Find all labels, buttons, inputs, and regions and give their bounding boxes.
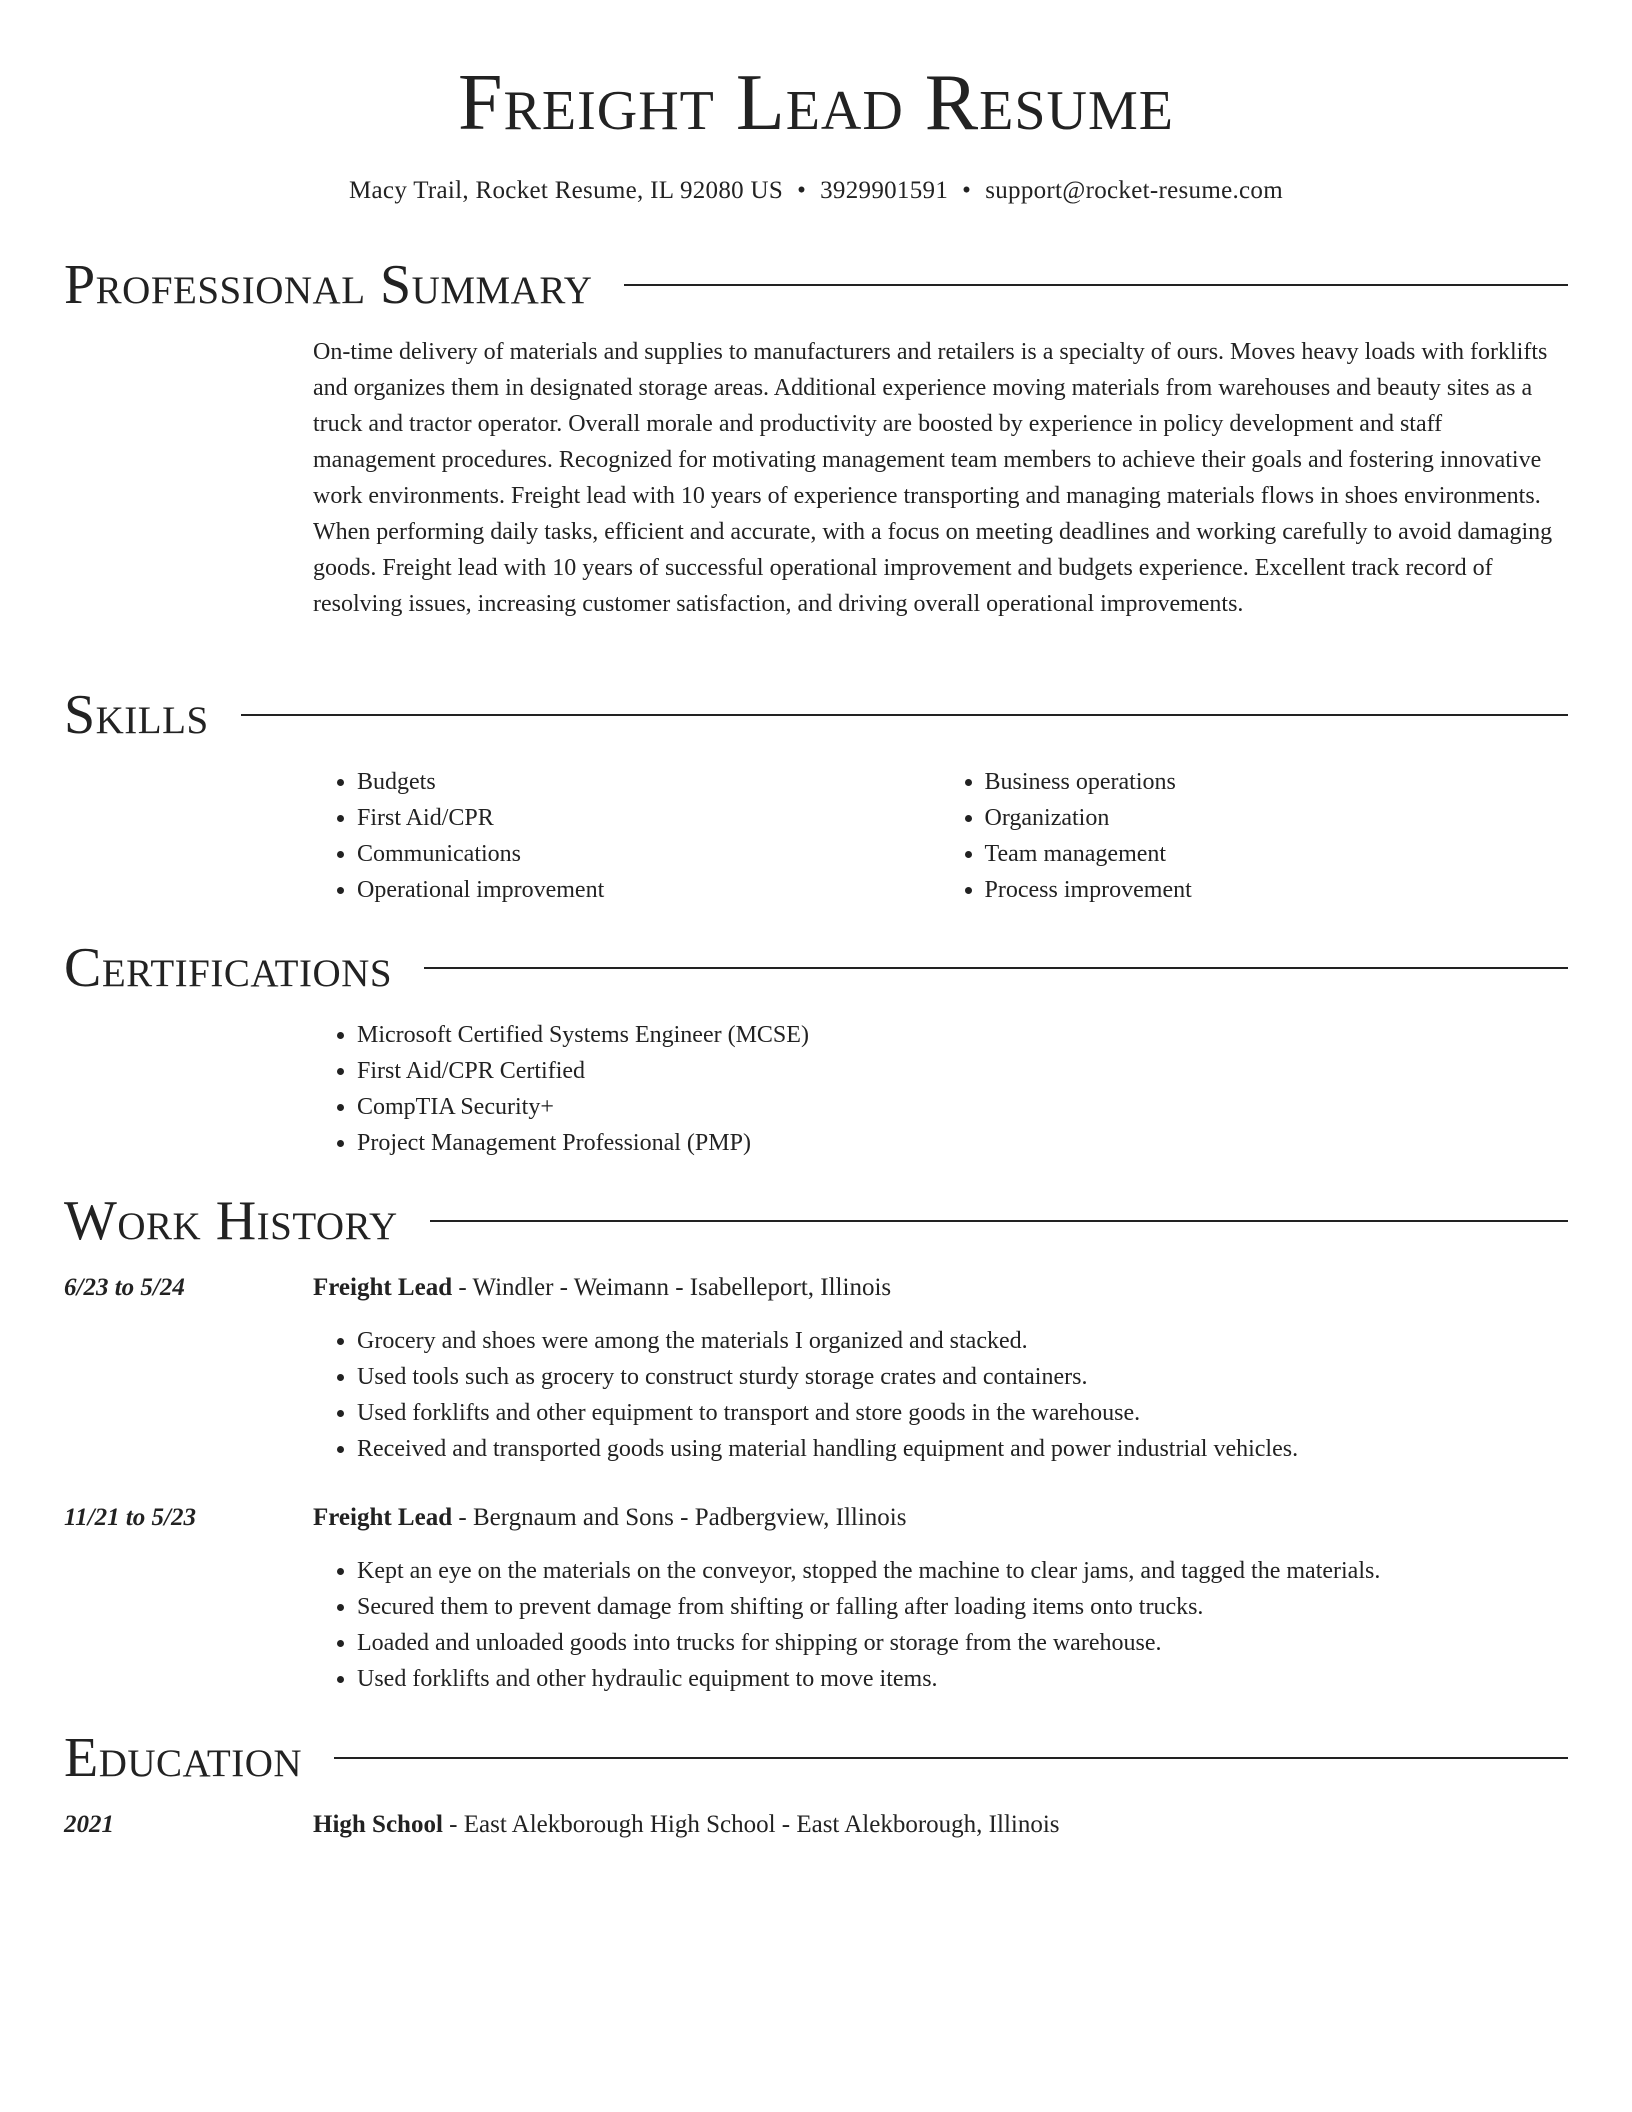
skill-item: • Budgets xyxy=(357,764,941,800)
certifications-list xyxy=(313,1017,1568,1161)
skills-column-left xyxy=(313,764,941,908)
skill-item: • Business operations xyxy=(985,764,1569,800)
section-divider xyxy=(241,714,1568,716)
job-title-line xyxy=(313,1500,1568,1536)
summary-text: On-time delivery of materials and supplies to manufacturers and retailers is a specialty of ours. Moves heavy loads with forklifts and organizes them in designated storage areas. Additional experience moving materials from warehouses and beauty sites as a truck and tractor operator. Overall morale and productivity are boosted by experience in policy development and staff management procedures. Recognized for motivating management team members to achieve their goals and fostering innovative work environments. Freight lead with 10 years of experience transporting and managing materials flows in shoes environments. When performing daily tasks, efficient and accurate, with a focus on meeting deadlines and working carefully to avoid damaging goods. Freight lead with 10 years of successful operational improvement and budgets experience. Excellent track record of resolving issues, increasing customer satisfaction, and driving overall operational improvements. xyxy=(313,339,1553,617)
skills-heading: Skills xyxy=(64,684,209,746)
work-history-section-header xyxy=(64,1188,1568,1254)
contact-separator: • xyxy=(962,177,972,204)
contact-phone: 3929901591 xyxy=(820,177,949,204)
job-duty-item: • Grocery and shoes were among the materials I organized and stacked. xyxy=(357,1323,1568,1359)
skill-item: • Operational improvement xyxy=(357,872,941,908)
skills-section-header xyxy=(64,682,1568,748)
work-history-heading: Work History xyxy=(64,1190,398,1252)
job-duties xyxy=(313,1323,1568,1467)
certification-item: • Project Management Professional (PMP) xyxy=(357,1125,1568,1161)
job-role: Freight Lead xyxy=(313,1504,453,1531)
certification-item: • First Aid/CPR Certified xyxy=(357,1053,1568,1089)
job-dates: 6/23 to 5/24 xyxy=(64,1274,185,1301)
education-section-header xyxy=(64,1725,1568,1791)
job-duty-item: • Loaded and unloaded goods into trucks for shipping or storage from the warehouse. xyxy=(357,1625,1568,1661)
certification-item: • Microsoft Certified Systems Engineer (MCSE) xyxy=(357,1017,1568,1053)
resume-title: Freight Lead Resume xyxy=(458,59,1174,147)
skill-item: • Communications xyxy=(357,836,941,872)
skill-item: • Organization xyxy=(985,800,1569,836)
skill-item: • Process improvement xyxy=(985,872,1569,908)
education-heading: Education xyxy=(64,1727,303,1789)
skills-list xyxy=(313,764,1568,908)
contact-separator: • xyxy=(797,177,807,204)
contact-address: Macy Trail, Rocket Resume, IL 92080 US xyxy=(349,177,784,204)
certifications-section-header xyxy=(64,935,1568,1001)
job-company-location: - Bergnaum and Sons - Padbergview, Illinois xyxy=(452,1504,907,1531)
certifications-heading: Certifications xyxy=(64,937,393,999)
skills-column-right xyxy=(941,764,1569,908)
job-duty-item: • Secured them to prevent damage from shifting or falling after loading items onto trucks. xyxy=(357,1589,1568,1625)
job-title-line xyxy=(313,1270,1568,1306)
job-entry xyxy=(313,1270,1568,1467)
section-divider xyxy=(430,1220,1568,1222)
summary-section-header xyxy=(64,252,1568,318)
skill-item: • Team management xyxy=(985,836,1569,872)
education-line xyxy=(313,1807,1568,1843)
job-duty-item: • Used tools such as grocery to construct sturdy storage crates and containers. xyxy=(357,1359,1568,1395)
education-entry xyxy=(313,1807,1568,1843)
job-duty-item: • Kept an eye on the materials on the conveyor, stopped the machine to clear jams, and tagged the materials. xyxy=(357,1553,1568,1589)
job-role: Freight Lead xyxy=(313,1274,453,1301)
summary-body xyxy=(313,334,1568,622)
job-duty-item: • Received and transported goods using material handling equipment and power industrial vehicles. xyxy=(357,1431,1568,1467)
job-duties xyxy=(313,1553,1568,1697)
job-duty-item: • Used forklifts and other hydraulic equipment to move items. xyxy=(357,1661,1568,1697)
summary-heading: Professional Summary xyxy=(64,254,593,316)
education-year: 2021 xyxy=(64,1811,114,1838)
skill-item: • First Aid/CPR xyxy=(357,800,941,836)
education-school-location: - East Alekborough High School - East Alekborough, Illinois xyxy=(442,1811,1060,1838)
section-divider xyxy=(424,967,1568,969)
job-entry xyxy=(313,1500,1568,1697)
job-duty-item: • Used forklifts and other equipment to transport and store goods in the warehouse. xyxy=(357,1395,1568,1431)
section-divider xyxy=(624,284,1568,286)
education-degree: High School xyxy=(313,1811,443,1838)
section-divider xyxy=(334,1757,1568,1759)
contact-line xyxy=(0,174,1632,208)
job-dates: 11/21 to 5/23 xyxy=(64,1504,196,1531)
job-company-location: - Windler - Weimann - Isabelleport, Illinois xyxy=(452,1274,892,1301)
contact-email: support@rocket-resume.com xyxy=(985,177,1283,204)
certification-item: • CompTIA Security+ xyxy=(357,1089,1568,1125)
